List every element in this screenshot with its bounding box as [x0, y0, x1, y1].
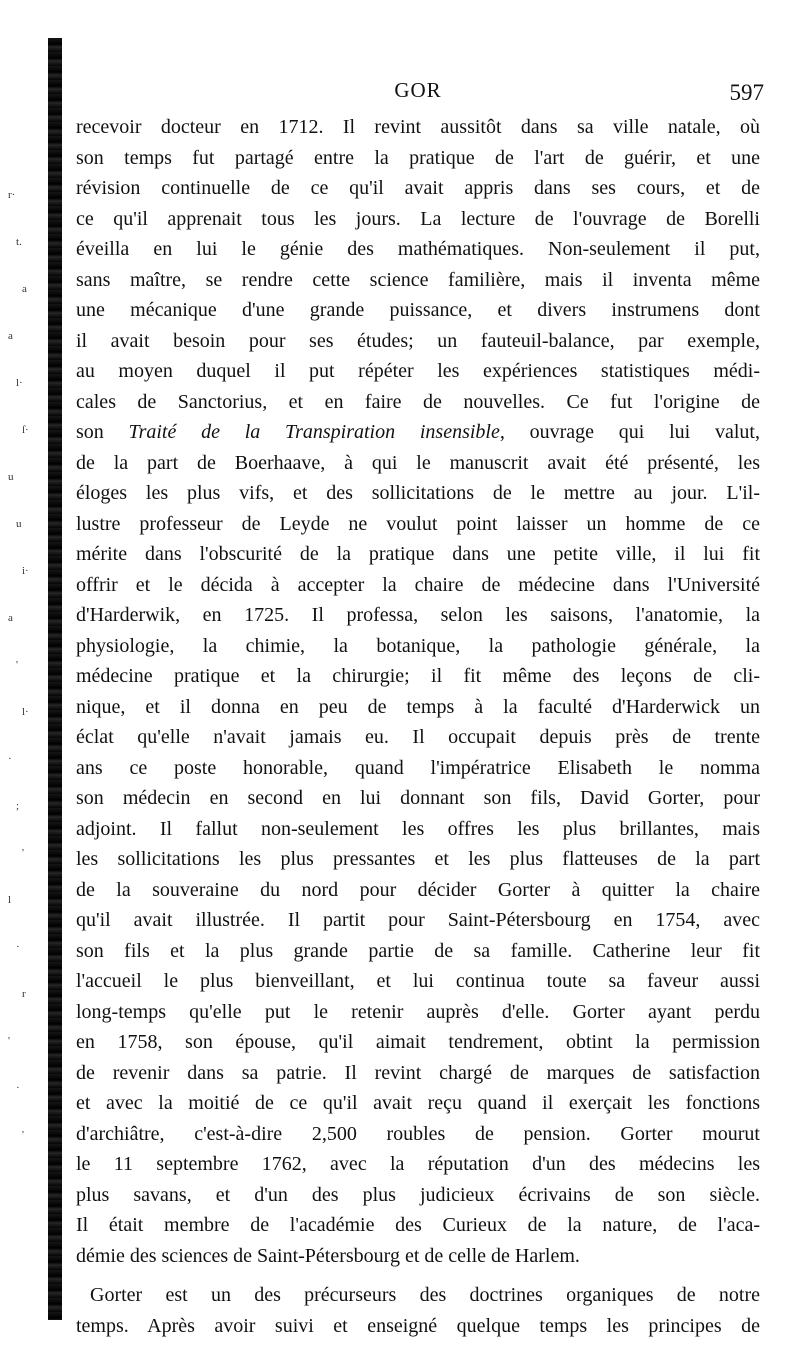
text-line: une mécanique d'une grande puissance, et divers instrumens dont	[76, 299, 760, 321]
text-line: révision continuelle de ce qu'il avait appris dans ses cours, et de	[76, 177, 760, 199]
text-line: en 1758, son épouse, qu'il aimait tendrement, obtint la permission	[76, 1031, 760, 1053]
text-line: son médecin en second en lui donnant son fils, David Gorter, pour	[76, 787, 760, 809]
text-line: de la part de Boerhaave, à qui le manuscrit avait été présenté, les	[76, 451, 760, 474]
text-line: son temps fut partagé entre la pratique de l'art de guérir, et une	[76, 146, 760, 169]
text-line: de revenir dans sa patrie. Il revint chargé de marques de satisfaction	[76, 1061, 760, 1084]
margin-bleed-through	[6, 190, 40, 1190]
margin-mark: ·	[8, 753, 12, 765]
body-text	[76, 112, 760, 1337]
margin-mark: ;	[16, 800, 20, 812]
text-line: et avec la moitié de ce qu'il avait reçu quand il exerçait les fonctions	[76, 1092, 760, 1114]
text-line: Il était membre de l'académie des Curieux de la nature, de l'aca-	[76, 1214, 760, 1236]
text-line: d'archiâtre, c'est-à-dire 2,500 roubles de pension. Gorter mourut	[76, 1122, 760, 1145]
margin-mark: i·	[22, 565, 29, 577]
margin-mark: '	[8, 1035, 10, 1047]
margin-mark: ·	[16, 1082, 20, 1094]
text-line: Gorter est un des précurseurs des doctrines organiques de notre	[90, 1284, 760, 1306]
text-line: cales de Sanctorius, et en faire de nouvelles. Ce fut l'origine de	[76, 390, 760, 413]
margin-mark: l	[8, 894, 12, 906]
binding-edge	[48, 38, 62, 1320]
margin-mark: '	[16, 659, 18, 671]
margin-mark: t.	[16, 236, 22, 248]
margin-mark: u	[8, 471, 14, 483]
text-line: le 11 septembre 1762, avec la réputation d'un des médecins les	[76, 1153, 760, 1175]
margin-mark: ·	[16, 941, 20, 953]
margin-mark: '	[22, 847, 24, 859]
italic-title: Traité de la Transpiration insensible	[128, 421, 500, 443]
paragraph-gap	[76, 1271, 760, 1280]
margin-mark: r·	[8, 189, 16, 201]
text-line: recevoir docteur en 1712. Il revint aussitôt dans sa ville natale, où	[76, 116, 760, 138]
margin-mark: a	[22, 283, 27, 295]
text-line: nique, et il donna en peu de temps à la faculté d'Harderwick un	[76, 695, 760, 718]
text-line: l'accueil le plus bienveillant, et lui continua toute sa faveur aussi	[76, 970, 760, 992]
text-line: mérite dans l'obscurité de la pratique dans une petite ville, il lui fit	[76, 543, 760, 565]
margin-mark: a	[8, 330, 13, 342]
text-line: qu'il avait illustrée. Il partit pour Saint-Pétersbourg en 1754, avec	[76, 909, 760, 931]
margin-mark: u	[16, 518, 22, 530]
text-line: ce qu'il apprenait tous les jours. La lecture de l'ouvrage de Borelli	[76, 207, 760, 230]
text-line: offrir et le décida à accepter la chaire de médecine dans l'Université	[76, 573, 760, 596]
text-line: éveilla en lui le génie des mathématiques. Non-seulement il put,	[76, 238, 760, 260]
text-line: les sollicitations les plus pressantes et les plus flatteuses de la part	[76, 848, 760, 870]
text-line: son Traité de la Transpiration insensible, ouvrage qui lui valut,	[76, 421, 760, 443]
margin-mark: l·	[16, 377, 23, 389]
running-head: GOR	[394, 78, 442, 102]
page-header	[72, 78, 764, 112]
text-line: physiologie, la chimie, la botanique, la pathologie générale, la	[76, 634, 760, 657]
text-line: de la souveraine du nord pour décider Gorter à quitter la chaire	[76, 878, 760, 901]
text-line: ans ce poste honorable, quand l'impératrice Elisabeth le nomma	[76, 756, 760, 779]
text-line: lustre professeur de Leyde ne voulut point laisser un homme de ce	[76, 512, 760, 535]
margin-mark: ſ·	[22, 424, 29, 436]
margin-mark: a	[8, 612, 13, 624]
margin-mark: '	[22, 1129, 24, 1141]
text-line: son fils et la plus grande partie de sa famille. Catherine leur fit	[76, 939, 760, 962]
text-line: éloges les plus vifs, et des sollicitations de le mettre au jour. L'il-	[76, 482, 760, 504]
margin-mark: l·	[22, 706, 29, 718]
text-line: médecine pratique et la chirurgie; il fit même des leçons de cli-	[76, 665, 760, 687]
text-line: éclat qu'elle n'avait jamais eu. Il occupait depuis près de trente	[76, 726, 760, 748]
text-line: d'Harderwik, en 1725. Il professa, selon les saisons, l'anatomie, la	[76, 604, 760, 626]
text-line: long-temps qu'elle put le retenir auprès d'elle. Gorter ayant perdu	[76, 1000, 760, 1023]
text-line: il avait besoin pour ses études; un fauteuil-balance, par exemple,	[76, 329, 760, 352]
page-number: 597	[729, 80, 764, 105]
text-line: adjoint. Il fallut non-seulement les offres les plus brillantes, mais	[76, 817, 760, 840]
text-line: au moyen duquel il put répéter les expériences statistiques médi-	[76, 360, 760, 382]
text-line: temps. Après avoir suivi et enseigné quelque temps les principes de	[76, 1314, 760, 1337]
text-line: démie des sciences de Saint-Pétersbourg et de celle de Harlem.	[76, 1244, 580, 1267]
text-line: plus savans, et d'un des plus judicieux écrivains de son siècle.	[76, 1183, 760, 1206]
margin-mark: r	[22, 988, 26, 1000]
text-line: sans maître, se rendre cette science familière, mais il inventa même	[76, 268, 760, 291]
